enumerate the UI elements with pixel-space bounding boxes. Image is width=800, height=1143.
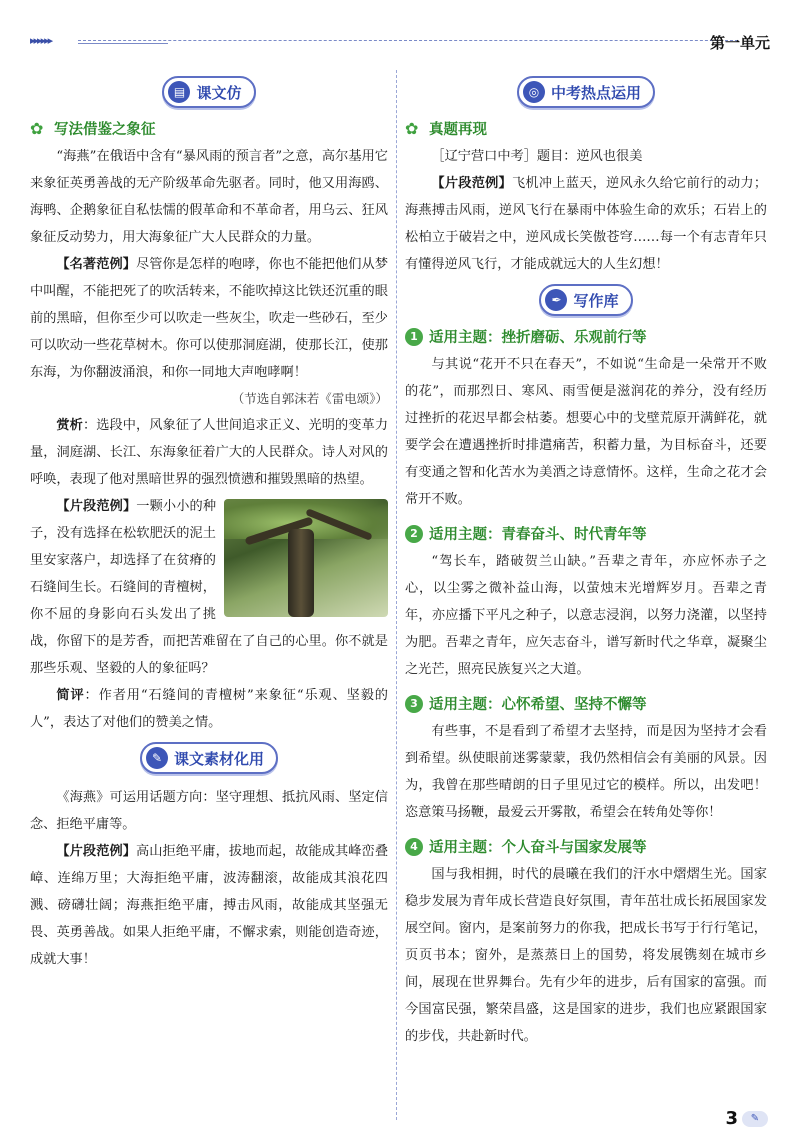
page-number-value: 3 <box>725 1108 738 1129</box>
banner-material <box>30 742 388 774</box>
number-badge-icon: 1 <box>405 328 423 346</box>
fragment2-text: 高山拒绝平庸，拔地而起，故能成其峰峦叠嶂、连绵万里；大海拒绝平庸，波涛翻滚，故能成其浪花四溅、磅礴壮阔；海燕拒绝平庸，搏击风雨，故能成其坚强无畏、英勇善战。如果人拒绝平庸，不懈求索，则能创造奇迹，成就大事！ <box>30 844 389 967</box>
column-divider <box>396 70 397 1120</box>
classic-example <box>30 251 388 386</box>
theme-heading-1 <box>405 326 767 347</box>
unit-title: 第一单元 <box>709 34 770 52</box>
number-badge-icon: 2 <box>405 525 423 543</box>
fragment2-example <box>30 838 388 973</box>
classic-label: 【名著范例】 <box>56 257 136 272</box>
maple-leaf-icon: ✿ <box>30 118 44 138</box>
theme-title: 适用主题：心怀希望、坚持不懈等 <box>429 697 647 713</box>
page-number <box>725 1108 768 1129</box>
banner-exam-hotspot <box>405 76 767 108</box>
comment-label: 简评 <box>56 688 85 703</box>
theme-heading-2 <box>405 523 767 544</box>
target-icon: ◎ <box>523 81 545 103</box>
top-bar <box>30 32 770 56</box>
top-divider-accent <box>78 43 168 44</box>
fragment2-label: 【片段范例】 <box>56 844 136 859</box>
banner-title: 写作库 <box>573 291 619 310</box>
classic-source: （节选自郭沫若《雷电颂》） <box>231 391 388 406</box>
theme-title: 适用主题：个人奋斗与国家发展等 <box>429 840 647 856</box>
fragment-label: 【片段范例】 <box>431 176 512 191</box>
theme-text: “驾长车，踏破贺兰山缺。”吾辈之青年，亦应怀赤子之心，以尘雾之微补益山海，以萤烛末光增辉岁月。吾辈之青年，亦应播下平凡之种子，以意志浸润，以努力浇灌，以坚持为肥。吾辈之青年，应矢志奋斗，谱写新时代之华章，凝聚尘之光芒，照亮民族复兴之大道。 <box>405 554 767 677</box>
banner-title: 课文素材化用 <box>173 749 264 768</box>
top-divider <box>78 40 738 41</box>
theme-text: 有些事，不是看到了希望才去坚持，而是因为坚持才会看到希望。纵使眼前迷雾蒙蒙，我仍然相信会有美丽的风景。因为，我曾在那些晴朗的日子里见过它的模样。所以，出发吧！恣意策马扬鞭，最爱云开雾散，希望会在转角处等你！ <box>405 724 767 820</box>
fragment-label: 【片段范例】 <box>56 499 137 514</box>
left-column <box>30 70 388 973</box>
appreciation-text: ：选段中，风象征了人世间追求正义、光明的变革力量，洞庭湖、长江、东海象征着广大的人民群众。诗人对风的呼唤，表现了他对黑暗世界的强烈愤懑和摧毁黑暗的热望。 <box>30 418 389 487</box>
theme-text: 与其说“花开不只在春天”，不如说“生命是一朵常开不败的花”，而那烈日、寒风、雨雪便是滋润花的养分，没有经历过挫折的花迟早都会枯萎。想要心中的戈壁荒原开满鲜花，就要学会在遭遇挫折时排遣痛苦，积蓄力量，为目标奋斗，还要有变通之智和化苦水为美酒之诗意情怀。这样，生命之花才会常开不败。 <box>405 357 767 507</box>
theme-text: 国与我相拥，时代的晨曦在我们的汗水中熠熠生光。国家稳步发展为青年成长营造良好氛围，青年茁壮成长拓展国家发展空间。窗内，是案前努力的你我，把成长书写于行行笔记，页页书本；窗外，是蒸蒸日上的国势，将发展镌刻在城市乡间，展现在世界舞台。先有少年的进步，后有国家的富强。而今国富民强，繁荣昌盛，这是国家的进步，我们也应紧跟国家的步伐，共赴新时代。 <box>405 867 767 1044</box>
number-badge-icon: 3 <box>405 695 423 713</box>
material-paragraph: 《海燕》可运用话题方向：坚守理想、抵抗风雨、坚定信念、拒绝平庸等。 <box>30 790 388 832</box>
section-title: 写法借鉴之象征 <box>54 122 156 138</box>
section-heading <box>30 118 388 139</box>
number-badge-icon: 4 <box>405 838 423 856</box>
exam-line: ［辽宁营口中考］题目：逆风也很美 <box>431 149 643 164</box>
theme-heading-4 <box>405 836 767 857</box>
banner-title: 课文仿 <box>196 83 242 102</box>
theme-title: 适用主题：青春奋斗、时代青年等 <box>429 527 647 543</box>
comment-text: ：作者用“石缝间的青檀树”来象征“乐观、坚毅的人”，表达了对他们的赞美之情。 <box>30 688 388 730</box>
banner-writing-library <box>405 284 767 316</box>
book-icon: ▤ <box>168 81 190 103</box>
right-column <box>405 70 767 1050</box>
section-heading <box>405 118 767 139</box>
banner-title: 中考热点运用 <box>550 83 641 102</box>
tree-photo <box>224 499 388 617</box>
brief-comment <box>30 682 388 736</box>
theme-title: 适用主题：挫折磨砺、乐观前行等 <box>429 330 647 346</box>
banner-kewenfang <box>30 76 388 108</box>
section-title: 真题再现 <box>429 122 487 138</box>
theme-heading-3 <box>405 693 767 714</box>
fragment-text: 飞机冲上蓝天，逆风永久给它前行的动力；海燕搏击风雨，逆风飞行在暴雨中体验生命的欢乐；石岩上的松柏立于破岩之中，逆风成长笑傲苍穹……每一个有志青年只有懂得逆风飞行，才能成就远大的人生幻想！ <box>405 176 768 272</box>
appreciation <box>30 412 388 493</box>
fragment-example-block <box>30 493 388 682</box>
arrow-decoration-icon: ▸▸▸▸▸▸ <box>30 34 52 47</box>
exam-fragment <box>405 170 767 278</box>
classic-text: 尽管你是怎样的咆哮，你也不能把他们从梦中叫醒，不能把死了的吹活转来，不能吹掉这比铁还沉重的眼前的黑暗，但你至少可以吹走一些灰尘，吹走一些砂石，至少可以吹动一些花草树木。你可以使那洞庭湖，使那长江，使那东海，为你翻波涌浪，和你一同地大声咆哮啊！ <box>30 257 389 380</box>
pen-icon: ✒ <box>545 289 567 311</box>
pen-decoration-icon: ✎ <box>742 1111 768 1127</box>
appreciation-label: 赏析 <box>56 418 83 433</box>
maple-leaf-icon: ✿ <box>405 118 419 138</box>
fragment-text: 一颗小小的种子，没有选择在松软肥沃的泥土里安家落户，却选择了在贫瘠的石缝间生长。石缝间的青檀树，你不屈的身影向石头发出了挑战，你留下的是芳香，而把苦难留在了自己的心里。你不就是那些乐观、坚毅的人的象征吗？ <box>30 499 388 676</box>
intro-paragraph: “海燕”在俄语中含有“暴风雨的预言者”之意，高尔基用它来象征英勇善战的无产阶级革命先驱者。同时，他又用海鸥、海鸭、企鹅象征自私怯懦的假革命和不革命者，用乌云、狂风象征反动势力，用大海象征广大人民群众的力量。 <box>30 149 388 245</box>
notebook-icon: ✎ <box>146 747 168 769</box>
